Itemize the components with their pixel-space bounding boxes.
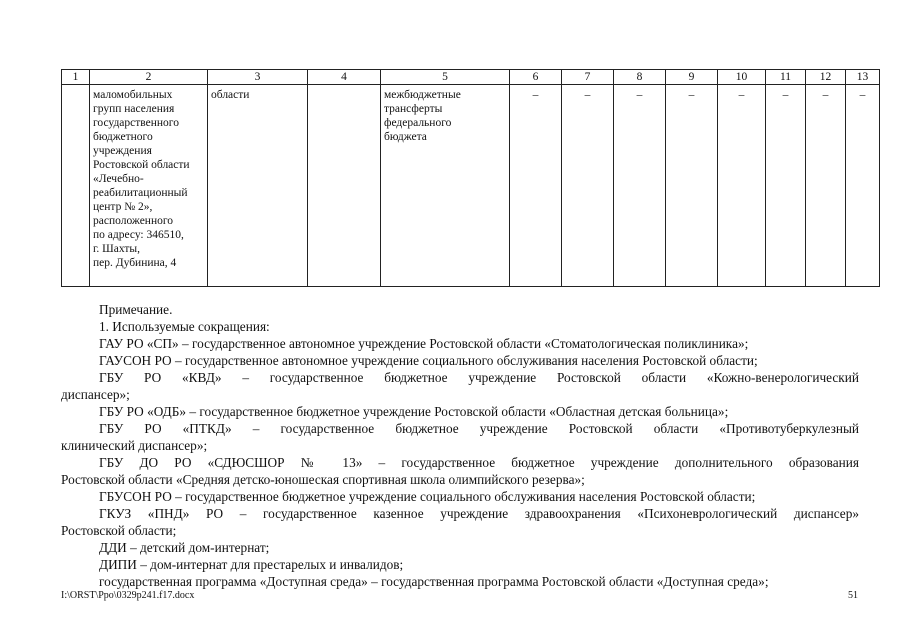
abbreviation-text: ДДИ – детский дом-интернат; [99, 540, 270, 555]
table-header-row [62, 70, 880, 85]
abbreviation-line [61, 352, 859, 369]
header-cell: 6 [510, 70, 562, 85]
cell-line: «Лечебно- [93, 173, 144, 185]
abbreviation-continuation: Ростовской области «Средняя детско-юношеская спортивная школа олимпийского резерва»; [61, 472, 585, 487]
header-cell: 1 [62, 70, 90, 85]
data-table [61, 69, 880, 287]
abbreviation-line [61, 420, 859, 454]
abbreviation-text: государственная программа «Доступная среда» – государственная программа Ростовской области «Доступная среда»; [99, 574, 769, 589]
table-row [62, 85, 880, 287]
cell-line: пер. Дубинина, 4 [93, 257, 177, 269]
notes-title: Примечание. [99, 302, 173, 317]
abbreviation-line [61, 369, 859, 403]
table-cell-dash: – [766, 85, 806, 287]
abbreviation-line [61, 403, 859, 420]
file-path: I:\ORST\Ppo\0329p241.f17.docx [61, 590, 195, 601]
page-number: 51 [848, 590, 858, 601]
table-cell-dash: – [666, 85, 718, 287]
abbreviation-text: ГБУСОН РО – государственное бюджетное учреждение социального обслуживания населения Ростовской области; [99, 489, 756, 504]
cell-line: центр № 2», [93, 201, 153, 213]
cell-line: учреждения [93, 145, 152, 157]
header-cell: 13 [846, 70, 880, 85]
abbreviation-line [61, 335, 859, 352]
cell-line: реабилитационный [93, 187, 188, 199]
header-cell: 5 [381, 70, 510, 85]
table-cell-dash: – [718, 85, 766, 287]
header-cell: 2 [90, 70, 208, 85]
abbreviation-text: ДИПИ – дом-интернат для престарелых и инвалидов; [99, 557, 404, 572]
abbreviation-line [61, 505, 859, 539]
cell-line: бюджетного [93, 131, 153, 143]
abbreviation-line [61, 573, 859, 590]
header-cell: 10 [718, 70, 766, 85]
header-cell: 12 [806, 70, 846, 85]
abbreviation-text: ГАУ РО «СП» – государственное автономное учреждение Ростовской области «Стоматологическая поликлиника»; [99, 336, 749, 351]
header-cell: 11 [766, 70, 806, 85]
abbreviation-text: ГБУ РО «КВД» – государственное бюджетное учреждение Ростовской области «Кожно-венерологический [99, 370, 859, 385]
abbreviation-text: ГАУСОН РО – государственное автономное учреждение социального обслуживания населения Ростовской области; [99, 353, 758, 368]
abbreviation-text: ГКУЗ «ПНД» РО – государственное казенное учреждение здравоохранения «Психоневрологический диспансер» [99, 506, 859, 521]
notes-item-heading: 1. Используемые сокращения: [99, 319, 270, 334]
abbreviation-line [61, 556, 859, 573]
table-cell-funding [381, 85, 510, 287]
header-cell: 8 [614, 70, 666, 85]
header-cell: 4 [308, 70, 381, 85]
table-cell-dash: – [510, 85, 562, 287]
cell-line: федерального [384, 117, 452, 129]
abbreviation-line [61, 454, 859, 488]
notes-section [61, 301, 859, 590]
table-cell-dash: – [562, 85, 614, 287]
table-cell-description [90, 85, 208, 287]
abbreviation-continuation: Ростовской области; [61, 523, 177, 538]
abbreviation-text: ГБУ РО «ОДБ» – государственное бюджетное учреждение Ростовской области «Областная детская больница»; [99, 404, 729, 419]
cell-line: г. Шахты, [93, 243, 140, 255]
abbreviation-line [61, 539, 859, 556]
cell-line: расположенного [93, 215, 174, 227]
header-cell: 3 [208, 70, 308, 85]
cell-line: маломобильных [93, 89, 173, 101]
abbreviation-text: ГБУ РО «ПТКД» – государственное бюджетное учреждение Ростовской области «Противотуберкулезный [99, 421, 859, 436]
cell-line: государственного [93, 117, 179, 129]
cell-line: межбюджетные [384, 89, 461, 101]
abbreviation-continuation: клинический диспансер»; [61, 438, 208, 453]
header-cell: 9 [666, 70, 718, 85]
table-cell-dash: – [614, 85, 666, 287]
page-footer [61, 590, 858, 601]
cell-line: бюджета [384, 131, 427, 143]
table-cell-col1 [62, 85, 90, 287]
cell-line: Ростовской области [93, 159, 190, 171]
abbreviation-continuation: диспансер»; [61, 387, 130, 402]
table-cell-dash: – [806, 85, 846, 287]
header-cell: 7 [562, 70, 614, 85]
abbreviation-line [61, 488, 859, 505]
cell-line: групп населения [93, 103, 175, 115]
table-cell-dash: – [846, 85, 880, 287]
abbreviation-text: ГБУ ДО РО «СДЮСШОР № 13» – государственное бюджетное учреждение дополнительного образования [99, 455, 859, 470]
cell-line: по адресу: 346510, [93, 229, 184, 241]
table-cell-col4 [308, 85, 381, 287]
table-cell-region: области [208, 85, 308, 287]
cell-line: трансферты [384, 103, 443, 115]
